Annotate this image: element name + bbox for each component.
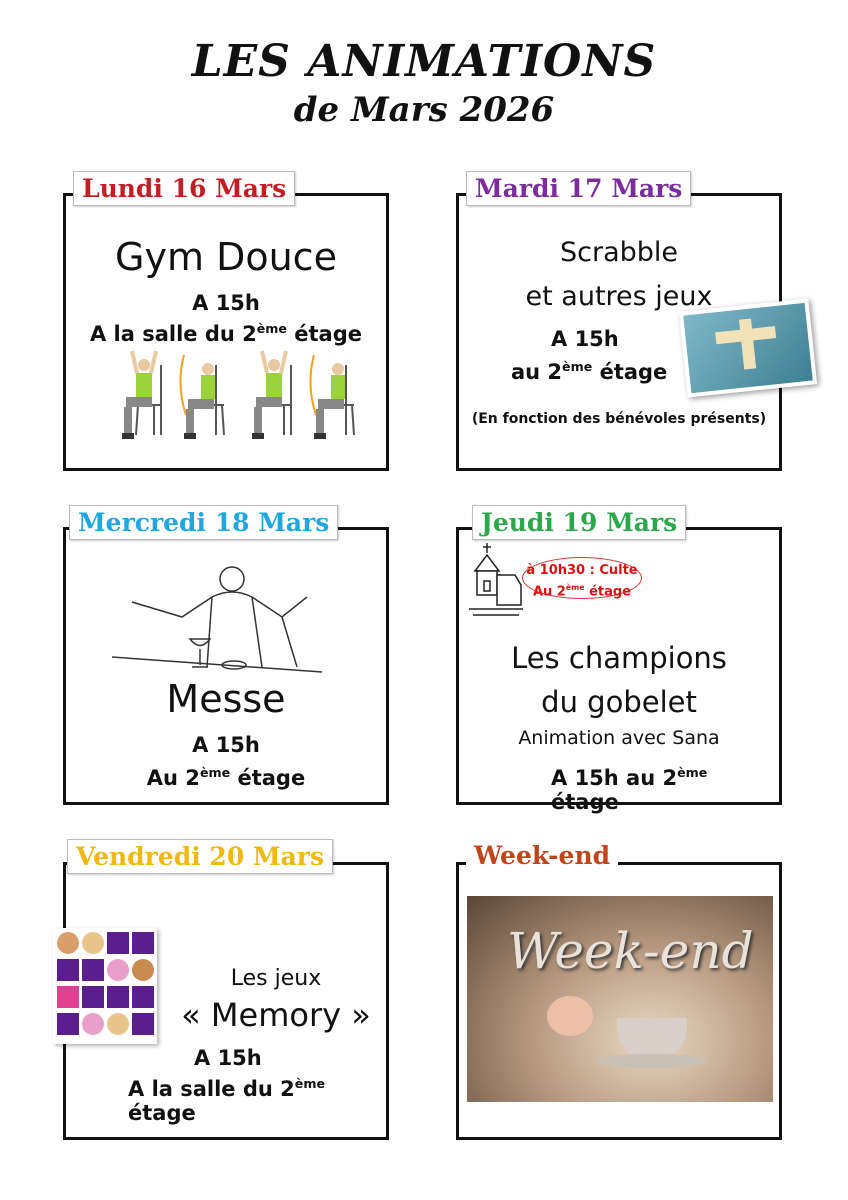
friday-time: A 15h — [194, 1046, 262, 1070]
friday-day-label: Vendredi 20 Mars — [67, 839, 333, 874]
monday-activity: Gym Douce — [115, 235, 337, 279]
wednesday-time: A 15h — [192, 733, 260, 757]
thursday-subtitle: Animation avec Sana — [518, 727, 720, 749]
thursday-time: A 15h au 2ème étage — [551, 765, 708, 814]
friday-activity-1: Les jeux — [230, 966, 322, 991]
monday-day-label: Lundi 16 Mars — [73, 171, 295, 206]
gym-figures-illustration — [106, 345, 366, 445]
monday-time: A 15h — [192, 291, 260, 315]
tuesday-time: A 15h — [551, 327, 619, 351]
tuesday-day-label: Mardi 17 Mars — [466, 171, 691, 206]
thursday-card — [456, 527, 782, 814]
page-title: LES ANIMATIONS — [191, 36, 657, 87]
tuesday-place: au 2ème étage — [511, 359, 668, 384]
weekend-label: Week-end — [466, 839, 618, 872]
page-subtitle: de Mars 2026 — [293, 90, 555, 130]
weekend-image — [467, 896, 773, 1102]
priest-illustration — [112, 557, 332, 677]
wednesday-activity: Messe — [166, 677, 286, 721]
scrabble-image — [679, 298, 817, 397]
tuesday-note: (En fonction des bénévoles présents) — [471, 411, 767, 427]
weekend-image-text: Week-end — [507, 922, 754, 980]
thursday-worship-bubble: à 10h30 : Culte Au 2ème étage — [522, 557, 642, 599]
wednesday-card — [63, 527, 389, 805]
thursday-activity-2: du gobelet — [541, 685, 697, 719]
thursday-day-label: Jeudi 19 Mars — [472, 505, 686, 540]
chapel-icon — [465, 541, 525, 621]
memory-game-image — [53, 928, 157, 1044]
friday-activity-2: « Memory » — [181, 996, 371, 1034]
tuesday-activity-1: Scrabble — [559, 237, 679, 268]
flower — [547, 996, 593, 1036]
weekend-card — [456, 862, 782, 1140]
teacup — [617, 1018, 687, 1058]
monday-place: A la salle du 2ème étage — [89, 321, 363, 346]
wednesday-place: Au 2ème étage — [146, 765, 306, 790]
thursday-activity-1: Les champions — [511, 641, 727, 675]
tuesday-activity-2: et autres jeux — [525, 281, 713, 312]
monday-card — [63, 193, 389, 471]
friday-place: A la salle du 2ème étage — [128, 1076, 325, 1125]
wednesday-day-label: Mercredi 18 Mars — [69, 505, 338, 540]
